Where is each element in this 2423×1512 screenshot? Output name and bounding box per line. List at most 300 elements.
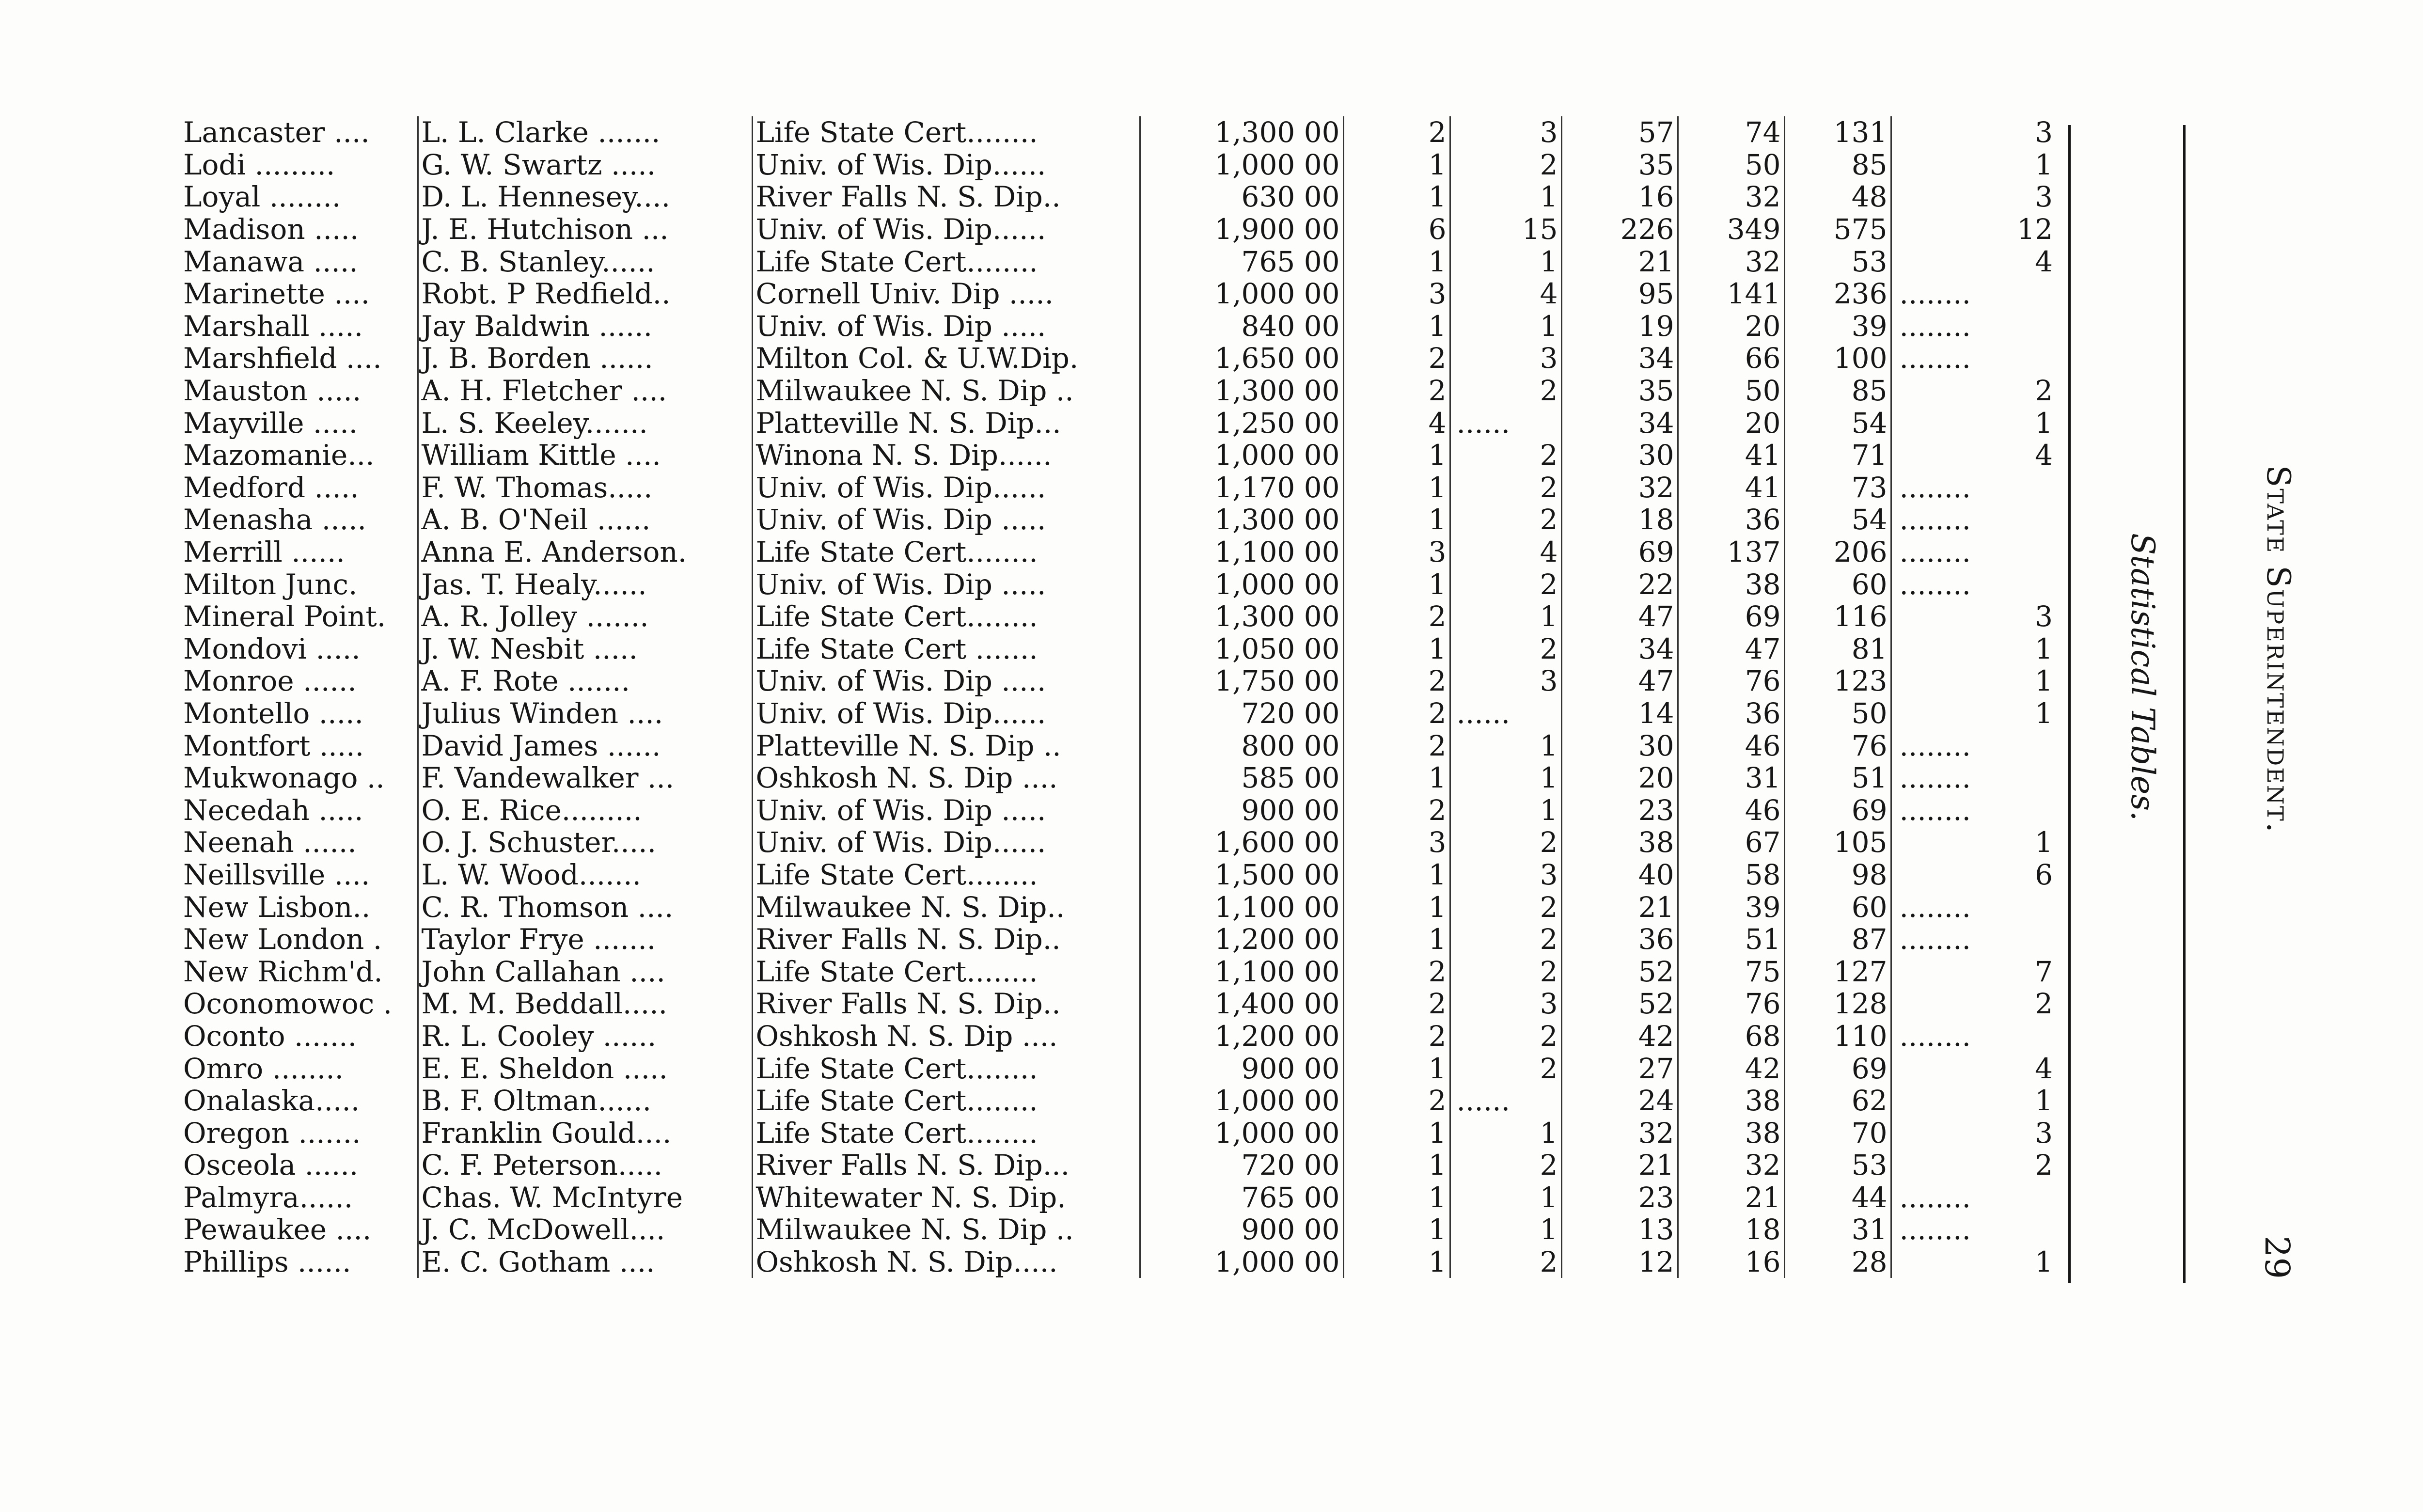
table-row	[180, 213, 2056, 246]
table-row	[180, 342, 2056, 375]
count-cell-4: 36	[1678, 697, 1784, 730]
count-cell-4: 18	[1678, 1213, 1784, 1246]
town-cell: Mayville .....	[180, 407, 418, 439]
salary-cell: 765 00	[1140, 1181, 1343, 1214]
count-cell-1: 1	[1343, 859, 1450, 891]
salary-cell: 900 00	[1140, 1052, 1343, 1085]
count-cell-3: 47	[1561, 665, 1678, 697]
count-cell-4: 76	[1678, 665, 1784, 697]
vertical-rule	[2183, 125, 2186, 1283]
count-cell-5: 54	[1784, 407, 1891, 439]
count-cell-1: 2	[1343, 697, 1450, 730]
count-cell-5: 69	[1784, 794, 1891, 826]
count-cell-1: 2	[1343, 729, 1450, 762]
town-cell: Mauston .....	[180, 375, 418, 407]
section-title: Statistical Tables.	[2124, 533, 2161, 821]
graduates-cell: 7	[2035, 955, 2053, 988]
count-cell-4: 41	[1678, 472, 1784, 504]
count-cell-2: 15	[1450, 213, 1561, 246]
count-cell-5: 44	[1784, 1181, 1891, 1214]
count-cell-5: 76	[1784, 729, 1891, 762]
count-cell-5: 62	[1784, 1085, 1891, 1117]
certificate-cell: Life State Cert........	[752, 536, 1140, 568]
table-row	[180, 149, 2056, 181]
principal-name-cell: B. F. Oltman......	[418, 1085, 752, 1117]
count-cell-3: 22	[1561, 568, 1678, 600]
running-head	[2260, 465, 2297, 834]
count-cell-3: 30	[1561, 729, 1678, 762]
town-cell: Neillsville ....	[180, 859, 418, 891]
count-cell-2: 2	[1450, 891, 1561, 923]
certificate-cell: Univ. of Wis. Dip......	[752, 213, 1140, 246]
town-cell: Montfort .....	[180, 729, 418, 762]
principal-name-cell: David James ......	[418, 729, 752, 762]
table-row	[180, 891, 2056, 923]
town-cell: Merrill ......	[180, 536, 418, 568]
count-cell-4: 47	[1678, 633, 1784, 665]
certificate-cell: Univ. of Wis. Dip .....	[752, 665, 1140, 697]
graduates-cell: 12	[2017, 213, 2053, 246]
count-cell-5: 128	[1784, 988, 1891, 1020]
town-cell: Manawa .....	[180, 245, 418, 278]
count-cell-1: 1	[1343, 245, 1450, 278]
count-cell-4: 16	[1678, 1246, 1784, 1278]
table-row	[180, 116, 2056, 149]
certificate-cell: Platteville N. S. Dip...	[752, 407, 1140, 439]
count-cell-3: 34	[1561, 342, 1678, 375]
count-cell-2: 1	[1450, 600, 1561, 633]
salary-cell: 1,100 00	[1140, 955, 1343, 988]
town-cell: Mukwonago ..	[180, 762, 418, 794]
count-cell-2: 3	[1450, 342, 1561, 375]
count-cell-5: 85	[1784, 375, 1891, 407]
certificate-cell: Life State Cert........	[752, 1085, 1140, 1117]
principal-name-cell: Chas. W. McIntyre	[418, 1181, 752, 1214]
count-cell-3: 42	[1561, 1020, 1678, 1053]
town-cell: Neenah ......	[180, 826, 418, 859]
graduates-cell: ........	[1899, 1213, 1971, 1246]
count-cell-4: 32	[1678, 245, 1784, 278]
salary-cell: 1,170 00	[1140, 472, 1343, 504]
count-cell-2: 1	[1450, 1181, 1561, 1214]
count-cell-3: 47	[1561, 600, 1678, 633]
count-cell-1: 2	[1343, 342, 1450, 375]
certificate-cell: Oshkosh N. S. Dip.....	[752, 1246, 1140, 1278]
town-cell: Mazomanie...	[180, 439, 418, 472]
vertical-rule	[2068, 125, 2071, 1283]
graduates-cell: 4	[2035, 245, 2053, 278]
count-cell-3: 95	[1561, 278, 1678, 310]
page-number: 29	[2257, 1236, 2297, 1279]
salary-cell: 1,000 00	[1140, 278, 1343, 310]
certificate-cell: Milwaukee N. S. Dip ..	[752, 1213, 1140, 1246]
table-row	[180, 697, 2056, 730]
graduates-cell: 1	[2035, 1084, 2053, 1117]
principal-name-cell: A. B. O'Neil ......	[418, 504, 752, 536]
principal-name-cell: J. C. McDowell....	[418, 1213, 752, 1246]
count-cell-1: 2	[1343, 1020, 1450, 1053]
graduates-cell: 4	[2035, 439, 2053, 472]
count-cell-1: 3	[1343, 826, 1450, 859]
town-cell: Pewaukee ....	[180, 1213, 418, 1246]
count-cell-1: 2	[1343, 375, 1450, 407]
principal-name-cell: R. L. Cooley ......	[418, 1020, 752, 1053]
salary-cell: 1,000 00	[1140, 439, 1343, 472]
table-row	[180, 826, 2056, 859]
count-cell-3: 16	[1561, 181, 1678, 213]
count-cell-4: 41	[1678, 439, 1784, 472]
salary-cell: 1,100 00	[1140, 536, 1343, 568]
certificate-cell: Univ. of Wis. Dip .....	[752, 310, 1140, 343]
certificate-cell: River Falls N. S. Dip...	[752, 1149, 1140, 1181]
count-cell-4: 31	[1678, 762, 1784, 794]
running-head-text: State Superintendent.	[2260, 465, 2297, 834]
principal-name-cell: G. W. Swartz .....	[418, 149, 752, 181]
graduates-cell: ........	[1899, 310, 1971, 343]
salary-cell: 1,900 00	[1140, 213, 1343, 246]
salary-cell: 1,200 00	[1140, 1020, 1343, 1053]
count-cell-3: 23	[1561, 1181, 1678, 1214]
count-cell-3: 12	[1561, 1246, 1678, 1278]
salary-cell: 1,000 00	[1140, 568, 1343, 600]
count-cell-4: 58	[1678, 859, 1784, 891]
count-cell-1: 1	[1343, 1213, 1450, 1246]
count-cell-4: 50	[1678, 375, 1784, 407]
count-cell-5: 70	[1784, 1117, 1891, 1149]
count-cell-3: 34	[1561, 407, 1678, 439]
principal-name-cell: L. S. Keeley.......	[418, 407, 752, 439]
count-cell-1: 2	[1343, 665, 1450, 697]
town-cell: Marinette ....	[180, 278, 418, 310]
certificate-cell: Milwaukee N. S. Dip ..	[752, 375, 1140, 407]
count-cell-1: 1	[1343, 1246, 1450, 1278]
principal-name-cell: D. L. Hennesey....	[418, 181, 752, 213]
table-row	[180, 1149, 2056, 1181]
certificate-cell: Winona N. S. Dip......	[752, 439, 1140, 472]
table-row	[180, 472, 2056, 504]
graduates-cell: 3	[2035, 181, 2053, 213]
principal-name-cell: John Callahan ....	[418, 955, 752, 988]
salary-cell: 900 00	[1140, 1213, 1343, 1246]
principal-name-cell: A. H. Fletcher ....	[418, 375, 752, 407]
count-cell-2: 1	[1450, 181, 1561, 213]
count-cell-1: 1	[1343, 762, 1450, 794]
principal-name-cell: L. L. Clarke .......	[418, 116, 752, 149]
certificate-cell: Univ. of Wis. Dip .....	[752, 794, 1140, 826]
certificate-cell: Univ. of Wis. Dip .....	[752, 504, 1140, 536]
count-cell-4: 349	[1678, 213, 1784, 246]
table-row	[180, 439, 2056, 472]
count-cell-1: 2	[1343, 794, 1450, 826]
count-cell-5: 60	[1784, 568, 1891, 600]
count-cell-3: 27	[1561, 1052, 1678, 1085]
count-cell-5: 71	[1784, 439, 1891, 472]
graduates-cell: 2	[2035, 988, 2053, 1020]
table-row	[180, 794, 2056, 826]
count-cell-3: 69	[1561, 536, 1678, 568]
table-row	[180, 859, 2056, 891]
count-cell-3: 32	[1561, 1117, 1678, 1149]
principal-name-cell: J. E. Hutchison ...	[418, 213, 752, 246]
salary-cell: 1,250 00	[1140, 407, 1343, 439]
salary-cell: 1,100 00	[1140, 891, 1343, 923]
count-cell-2: 2	[1450, 149, 1561, 181]
town-cell: Marshall .....	[180, 310, 418, 343]
count-cell-2: 1	[1450, 729, 1561, 762]
graduates-cell: ........	[1899, 1020, 1971, 1053]
count-cell-5: 31	[1784, 1213, 1891, 1246]
count-cell-5: 51	[1784, 762, 1891, 794]
salary-cell: 1,400 00	[1140, 988, 1343, 1020]
count-cell-3: 14	[1561, 697, 1678, 730]
count-cell-1: 2	[1343, 955, 1450, 988]
table-row	[180, 665, 2056, 697]
count-cell-5: 131	[1784, 116, 1891, 149]
table-row	[180, 633, 2056, 665]
salary-cell: 1,000 00	[1140, 1117, 1343, 1149]
salary-cell: 1,000 00	[1140, 149, 1343, 181]
count-cell-4: 20	[1678, 310, 1784, 343]
principal-name-cell: Jas. T. Healy......	[418, 568, 752, 600]
certificate-cell: Cornell Univ. Dip .....	[752, 278, 1140, 310]
count-cell-2: 3	[1450, 859, 1561, 891]
count-cell-5: 53	[1784, 245, 1891, 278]
salary-cell: 1,300 00	[1140, 600, 1343, 633]
count-cell-3: 35	[1561, 149, 1678, 181]
town-cell: Milton Junc.	[180, 568, 418, 600]
count-cell-1: 1	[1343, 923, 1450, 956]
table-row	[180, 407, 2056, 439]
count-cell-1: 2	[1343, 1085, 1450, 1117]
principal-name-cell: E. E. Sheldon .....	[418, 1052, 752, 1085]
graduates-cell: 1	[2035, 407, 2053, 439]
count-cell-4: 20	[1678, 407, 1784, 439]
count-cell-5: 123	[1784, 665, 1891, 697]
count-cell-4: 39	[1678, 891, 1784, 923]
count-cell-1: 2	[1343, 600, 1450, 633]
table-row	[180, 1213, 2056, 1246]
count-cell-3: 13	[1561, 1213, 1678, 1246]
salary-cell: 1,600 00	[1140, 826, 1343, 859]
graduates-cell: ........	[1899, 568, 1971, 600]
principal-name-cell: Robt. P Redfield..	[418, 278, 752, 310]
count-cell-3: 21	[1561, 1149, 1678, 1181]
count-cell-2: 3	[1450, 116, 1561, 149]
table-row	[180, 1052, 2056, 1085]
certificate-cell: Life State Cert .......	[752, 633, 1140, 665]
certificate-cell: Milton Col. & U.W.Dip.	[752, 342, 1140, 375]
salary-cell: 800 00	[1140, 729, 1343, 762]
town-cell: Montello .....	[180, 697, 418, 730]
count-cell-4: 21	[1678, 1181, 1784, 1214]
town-cell: Lancaster ....	[180, 116, 418, 149]
salary-cell: 1,050 00	[1140, 633, 1343, 665]
count-cell-2: 2	[1450, 1246, 1561, 1278]
principal-name-cell: M. M. Beddall.....	[418, 988, 752, 1020]
count-cell-5: 87	[1784, 923, 1891, 956]
count-cell-1: 2	[1343, 116, 1450, 149]
table-row	[180, 988, 2056, 1020]
principal-name-cell: J. B. Borden ......	[418, 342, 752, 375]
count-cell-3: 23	[1561, 794, 1678, 826]
certificate-cell: Whitewater N. S. Dip.	[752, 1181, 1140, 1214]
salary-cell: 1,500 00	[1140, 859, 1343, 891]
graduates-cell: 1	[2035, 826, 2053, 859]
count-cell-5: 60	[1784, 891, 1891, 923]
count-cell-1: 1	[1343, 1149, 1450, 1181]
principal-name-cell: Jay Baldwin ......	[418, 310, 752, 343]
count-cell-2: 4	[1450, 536, 1561, 568]
town-cell: Monroe ......	[180, 665, 418, 697]
count-cell-4: 46	[1678, 729, 1784, 762]
town-cell: Oconto .......	[180, 1020, 418, 1053]
graduates-cell: ........	[1899, 794, 1971, 827]
graduates-cell: ........	[1899, 342, 1971, 375]
count-cell-2: ......	[1450, 407, 1561, 439]
certificate-cell: Life State Cert........	[752, 1117, 1140, 1149]
table-row	[180, 310, 2056, 343]
table-row	[180, 923, 2056, 956]
count-cell-5: 127	[1784, 955, 1891, 988]
graduates-cell: 6	[2035, 858, 2053, 891]
count-cell-4: 36	[1678, 504, 1784, 536]
graduates-cell: 3	[2035, 600, 2053, 633]
count-cell-2: 1	[1450, 794, 1561, 826]
count-cell-4: 38	[1678, 568, 1784, 600]
certificate-cell: Univ. of Wis. Dip......	[752, 697, 1140, 730]
count-cell-1: 2	[1343, 988, 1450, 1020]
town-cell: Loyal ........	[180, 181, 418, 213]
table-row	[180, 504, 2056, 536]
count-cell-2: 1	[1450, 762, 1561, 794]
town-cell: Palmyra......	[180, 1181, 418, 1214]
count-cell-1: 1	[1343, 1117, 1450, 1149]
count-cell-4: 50	[1678, 149, 1784, 181]
salary-cell: 765 00	[1140, 245, 1343, 278]
count-cell-3: 32	[1561, 472, 1678, 504]
count-cell-4: 38	[1678, 1117, 1784, 1149]
count-cell-3: 21	[1561, 245, 1678, 278]
count-cell-4: 76	[1678, 988, 1784, 1020]
count-cell-1: 4	[1343, 407, 1450, 439]
town-cell: Mondovi .....	[180, 633, 418, 665]
count-cell-2: 1	[1450, 245, 1561, 278]
count-cell-3: 21	[1561, 891, 1678, 923]
count-cell-5: 54	[1784, 504, 1891, 536]
count-cell-3: 24	[1561, 1085, 1678, 1117]
principal-name-cell: C. R. Thomson ....	[418, 891, 752, 923]
count-cell-4: 74	[1678, 116, 1784, 149]
certificate-cell: Univ. of Wis. Dip......	[752, 472, 1140, 504]
salary-cell: 1,000 00	[1140, 1246, 1343, 1278]
graduates-cell: ........	[1899, 536, 1971, 568]
town-cell: New Richm'd.	[180, 955, 418, 988]
count-cell-1: 1	[1343, 472, 1450, 504]
principal-name-cell: C. B. Stanley......	[418, 245, 752, 278]
count-cell-1: 1	[1343, 439, 1450, 472]
principal-name-cell: J. W. Nesbit .....	[418, 633, 752, 665]
count-cell-2: ......	[1450, 697, 1561, 730]
salary-cell: 840 00	[1140, 310, 1343, 343]
principal-name-cell: Franklin Gould....	[418, 1117, 752, 1149]
table-row	[180, 1020, 2056, 1053]
count-cell-2: 3	[1450, 988, 1561, 1020]
principal-name-cell: Anna E. Anderson.	[418, 536, 752, 568]
count-cell-2: 2	[1450, 439, 1561, 472]
count-cell-5: 98	[1784, 859, 1891, 891]
count-cell-2: 2	[1450, 1149, 1561, 1181]
graduates-cell: 3	[2035, 1117, 2053, 1149]
principal-name-cell: A. F. Rote .......	[418, 665, 752, 697]
count-cell-4: 42	[1678, 1052, 1784, 1085]
graduates-cell: ........	[1899, 729, 1971, 762]
count-cell-3: 40	[1561, 859, 1678, 891]
salary-cell: 720 00	[1140, 1149, 1343, 1181]
salary-cell: 1,300 00	[1140, 504, 1343, 536]
salary-cell: 630 00	[1140, 181, 1343, 213]
certificate-cell: Univ. of Wis. Dip .....	[752, 568, 1140, 600]
count-cell-3: 19	[1561, 310, 1678, 343]
graduates-cell: 2	[2035, 1149, 2053, 1181]
certificate-cell: Milwaukee N. S. Dip..	[752, 891, 1140, 923]
count-cell-4: 32	[1678, 181, 1784, 213]
count-cell-2: 2	[1450, 923, 1561, 956]
count-cell-4: 141	[1678, 278, 1784, 310]
count-cell-3: 20	[1561, 762, 1678, 794]
count-cell-3: 18	[1561, 504, 1678, 536]
certificate-cell: Oshkosh N. S. Dip ....	[752, 1020, 1140, 1053]
count-cell-5: 50	[1784, 697, 1891, 730]
town-cell: Onalaska.....	[180, 1085, 418, 1117]
salary-cell: 1,000 00	[1140, 1085, 1343, 1117]
principal-name-cell: O. E. Rice.........	[418, 794, 752, 826]
count-cell-1: 1	[1343, 181, 1450, 213]
certificate-cell: Life State Cert........	[752, 955, 1140, 988]
count-cell-3: 35	[1561, 375, 1678, 407]
count-cell-5: 53	[1784, 1149, 1891, 1181]
count-cell-5: 73	[1784, 472, 1891, 504]
count-cell-2: 2	[1450, 375, 1561, 407]
salary-cell: 900 00	[1140, 794, 1343, 826]
certificate-cell: River Falls N. S. Dip..	[752, 181, 1140, 213]
count-cell-4: 32	[1678, 1149, 1784, 1181]
town-cell: Necedah .....	[180, 794, 418, 826]
count-cell-5: 116	[1784, 600, 1891, 633]
table-row	[180, 955, 2056, 988]
count-cell-1: 1	[1343, 633, 1450, 665]
count-cell-5: 105	[1784, 826, 1891, 859]
count-cell-2: 2	[1450, 826, 1561, 859]
graduates-cell: 4	[2035, 1052, 2053, 1085]
town-cell: Osceola ......	[180, 1149, 418, 1181]
graduates-cell: ........	[1899, 761, 1971, 794]
statistics-table	[180, 116, 2056, 1278]
graduates-cell: 1	[2035, 665, 2053, 697]
table-row	[180, 1117, 2056, 1149]
certificate-cell: Life State Cert........	[752, 600, 1140, 633]
count-cell-2: 2	[1450, 568, 1561, 600]
graduates-cell: 3	[2035, 116, 2053, 149]
table-row	[180, 600, 2056, 633]
graduates-cell: 1	[2035, 1245, 2053, 1278]
count-cell-5: 39	[1784, 310, 1891, 343]
town-cell: Phillips ......	[180, 1246, 418, 1278]
certificate-cell: Life State Cert........	[752, 1052, 1140, 1085]
count-cell-4: 66	[1678, 342, 1784, 375]
count-cell-3: 30	[1561, 439, 1678, 472]
town-cell: New London .	[180, 923, 418, 956]
town-cell: Mineral Point.	[180, 600, 418, 633]
